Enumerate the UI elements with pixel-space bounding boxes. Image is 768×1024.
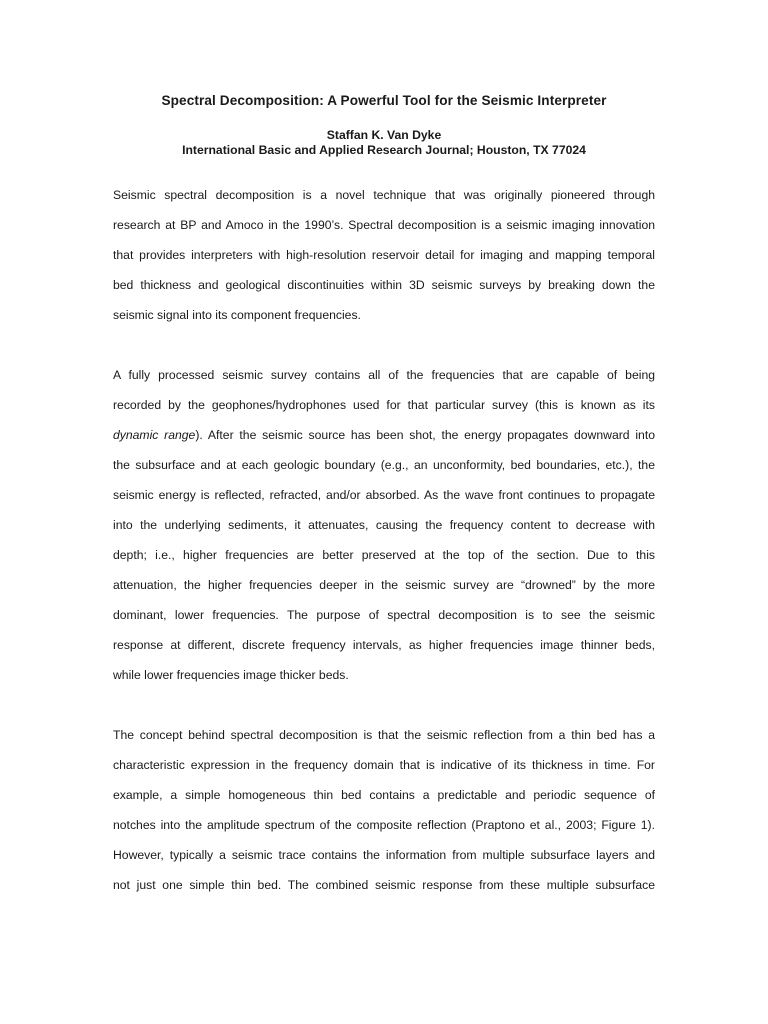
text-line: recorded by the geophones/hydrophones used for that particular survey (this is known as its xyxy=(113,398,655,412)
text-line: attenuation, the higher frequencies deeper in the seismic survey are “drowned” by the more xyxy=(113,578,655,592)
text-line: not just one simple thin bed. The combined seismic response from these multiple subsurface xyxy=(113,878,655,892)
paragraph-2 xyxy=(113,360,655,690)
paragraph-3 xyxy=(113,720,655,900)
text-line: Seismic spectral decomposition is a novel technique that was originally pioneered through xyxy=(113,188,655,202)
italic-term: dynamic range xyxy=(113,428,196,442)
text-line: that provides interpreters with high-resolution reservoir detail for imaging and mapping temporal xyxy=(113,248,655,262)
text-line: A fully processed seismic survey contains all of the frequencies that are capable of being xyxy=(113,368,655,382)
text-line: notches into the amplitude spectrum of the composite reflection (Praptono et al., 2003; Figure 1). xyxy=(113,818,655,832)
text-line: depth; i.e., higher frequencies are better preserved at the top of the section. Due to this xyxy=(113,548,655,562)
text-line: example, a simple homogeneous thin bed contains a predictable and periodic sequence of xyxy=(113,788,655,802)
text-fragment: ). After the seismic source has been shot, the energy propagates downward into xyxy=(195,428,655,442)
text-line: bed thickness and geological discontinuities within 3D seismic surveys by breaking down the xyxy=(113,278,655,292)
text-line: research at BP and Amoco in the 1990’s. Spectral decomposition is a seismic imaging innovation xyxy=(113,218,655,232)
author-name: Staffan K. Van Dyke xyxy=(326,128,442,142)
text-line: into the underlying sediments, it attenuates, causing the frequency content to decrease with xyxy=(113,518,655,532)
text-line: The concept behind spectral decomposition is that the seismic reflection from a thin bed has a xyxy=(113,728,655,742)
paper-title: Spectral Decomposition: A Powerful Tool for the Seismic Interpreter xyxy=(161,93,607,108)
paragraph-1 xyxy=(113,180,655,330)
text-line: seismic energy is reflected, refracted, and/or absorbed. As the wave front continues to propagate xyxy=(113,488,655,502)
author-affiliation: International Basic and Applied Research Journal; Houston, TX 77024 xyxy=(182,143,586,157)
text-line: seismic signal into its component frequencies. xyxy=(113,308,361,322)
text-line: the subsurface and at each geologic boundary (e.g., an unconformity, bed boundaries, etc.), the xyxy=(113,458,655,472)
text-line: characteristic expression in the frequency domain that is indicative of its thickness in time. For xyxy=(113,758,655,772)
text-line: response at different, discrete frequency intervals, as higher frequencies image thinner beds, xyxy=(113,638,655,652)
text-line: However, typically a seismic trace contains the information from multiple subsurface layers and xyxy=(113,848,655,862)
text-line: dominant, lower frequencies. The purpose of spectral decomposition is to see the seismic xyxy=(113,608,655,622)
text-line-mixed xyxy=(113,420,655,450)
text-line: while lower frequencies image thicker beds. xyxy=(113,668,349,682)
